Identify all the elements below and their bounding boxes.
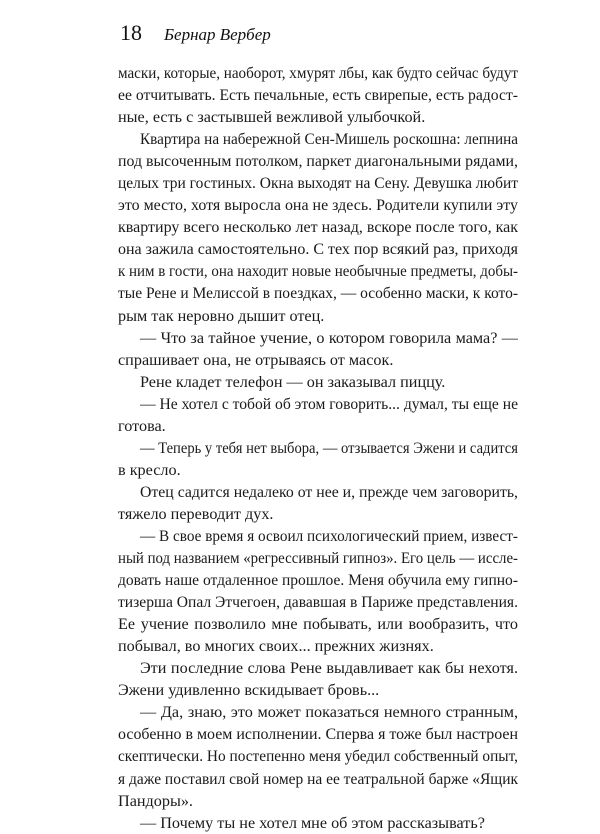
text-line — [118, 768, 518, 790]
text-line — [118, 128, 518, 150]
text-line — [118, 635, 518, 657]
page-number: 18 — [120, 20, 142, 45]
text-line — [118, 790, 518, 812]
text-line — [118, 613, 518, 635]
text-line — [118, 547, 518, 569]
text-line — [118, 106, 518, 128]
text-line-content: тизерша Опал Этчегоен, дававшая в Париже представления. — [118, 593, 518, 612]
text-line-content: спрашивает она, не отрываясь от масок. — [118, 350, 394, 369]
text-line-content: — Почему ты не хотел мне об этом рассказывать? — [140, 813, 485, 832]
text-line-content: в кресло. — [118, 460, 181, 479]
text-line-content: квартиру всего несколько лет назад, вскоре после того, как — [118, 218, 518, 237]
text-line — [118, 569, 518, 591]
text-line-content: Ее учение позволило мне побывать, или вообразить, что — [118, 615, 518, 634]
text-line-content: она зажила самостоятельно. С тех пор всякий раз, приходя — [118, 240, 518, 259]
text-line — [118, 657, 518, 679]
text-line — [118, 194, 518, 216]
text-line — [118, 84, 518, 106]
text-line-content: к ним в гости, она находит новые необычные предметы, добы- — [118, 262, 518, 281]
text-line-content: я даже поставил свой номер на ее театральной барже «Ящик — [118, 769, 518, 788]
text-line-content: Квартира на набережной Сен-Мишель роскошна: лепнина — [140, 130, 518, 149]
text-line-content: это место, хотя выросла она не здесь. Родители купили эту — [118, 196, 518, 215]
text-line-content: Эжени удивленно вскидывает бровь... — [118, 681, 380, 700]
text-line — [118, 172, 518, 194]
text-line-content: Эти последние слова Рене выдавливает как бы нехотя. — [140, 659, 518, 678]
text-line — [118, 701, 518, 723]
text-line-content: ные, есть с застывшей вежливой улыбочкой. — [118, 108, 426, 127]
text-line-content: Пандоры». — [118, 791, 193, 810]
text-line — [118, 679, 518, 701]
text-line-content: — В свое время я освоил психологический прием, извест- — [140, 526, 518, 545]
text-line — [118, 238, 518, 260]
text-line — [118, 591, 518, 613]
text-line-content: маски, которые, наоборот, хмурят лбы, как будто сейчас будут — [118, 64, 518, 82]
text-line-content: рым так неровно дышит отец. — [118, 306, 325, 325]
text-line — [118, 525, 518, 547]
text-line-content: — Не хотел с тобой об этом говорить... думал, ты еще не — [140, 394, 518, 413]
text-line-content: готова. — [118, 416, 166, 435]
text-line — [118, 327, 518, 349]
text-line-content: Рене кладет телефон — он заказывал пиццу. — [140, 372, 446, 391]
running-header-author: Бернар Вербер — [164, 25, 271, 44]
text-line-content: — Теперь у тебя нет выбора, — отзывается Эжени и садится — [140, 438, 518, 457]
text-line — [118, 282, 518, 304]
text-line — [118, 371, 518, 393]
text-line — [118, 150, 518, 172]
running-header — [120, 20, 271, 46]
text-line — [118, 305, 518, 327]
text-line — [118, 459, 518, 481]
text-line-content: довать наше отдаленное прошлое. Меня обучила ему гипно- — [118, 571, 518, 590]
text-line — [118, 723, 518, 745]
body-text — [118, 62, 518, 834]
text-line — [118, 437, 518, 459]
text-line-content: — Да, знаю, это может показаться немного странным, — [140, 703, 518, 722]
text-line-content: ее отчитывать. Есть печальные, есть свирепые, есть радост- — [118, 86, 518, 105]
text-line-content: тые Рене и Мелиссой в поездках, — особенно маски, к кото- — [118, 284, 518, 303]
text-line — [118, 260, 518, 282]
text-line-content: целых три гостиных. Окна выходят на Сену. Девушка любит — [118, 174, 518, 193]
text-line-content: побывал, во многих своих... прежних жизнях. — [118, 637, 434, 656]
text-line-content: Отец садится недалеко от нее и, прежде чем заговорить, — [140, 482, 518, 501]
text-line — [118, 415, 518, 437]
text-line-content: особенно в моем исполнении. Сперва я тоже был настроен — [118, 725, 518, 744]
text-line-content: тяжело переводит дух. — [118, 504, 274, 523]
text-line — [118, 503, 518, 525]
text-line — [118, 481, 518, 503]
text-line — [118, 62, 518, 84]
text-line-content: под высоченным потолком, паркет диагональными рядами, — [118, 152, 518, 171]
text-line — [118, 812, 518, 834]
text-line — [118, 393, 518, 415]
text-line-content: — Что за тайное учение, о котором говорила мама? — — [140, 328, 518, 347]
text-line — [118, 349, 518, 371]
text-line-content: скептически. Но постепенно меня убедил собственный опыт, — [118, 747, 518, 766]
text-line — [118, 216, 518, 238]
text-line-content: ный под названием «регрессивный гипноз». Его цель — иссле- — [118, 549, 518, 568]
text-line — [118, 745, 518, 767]
